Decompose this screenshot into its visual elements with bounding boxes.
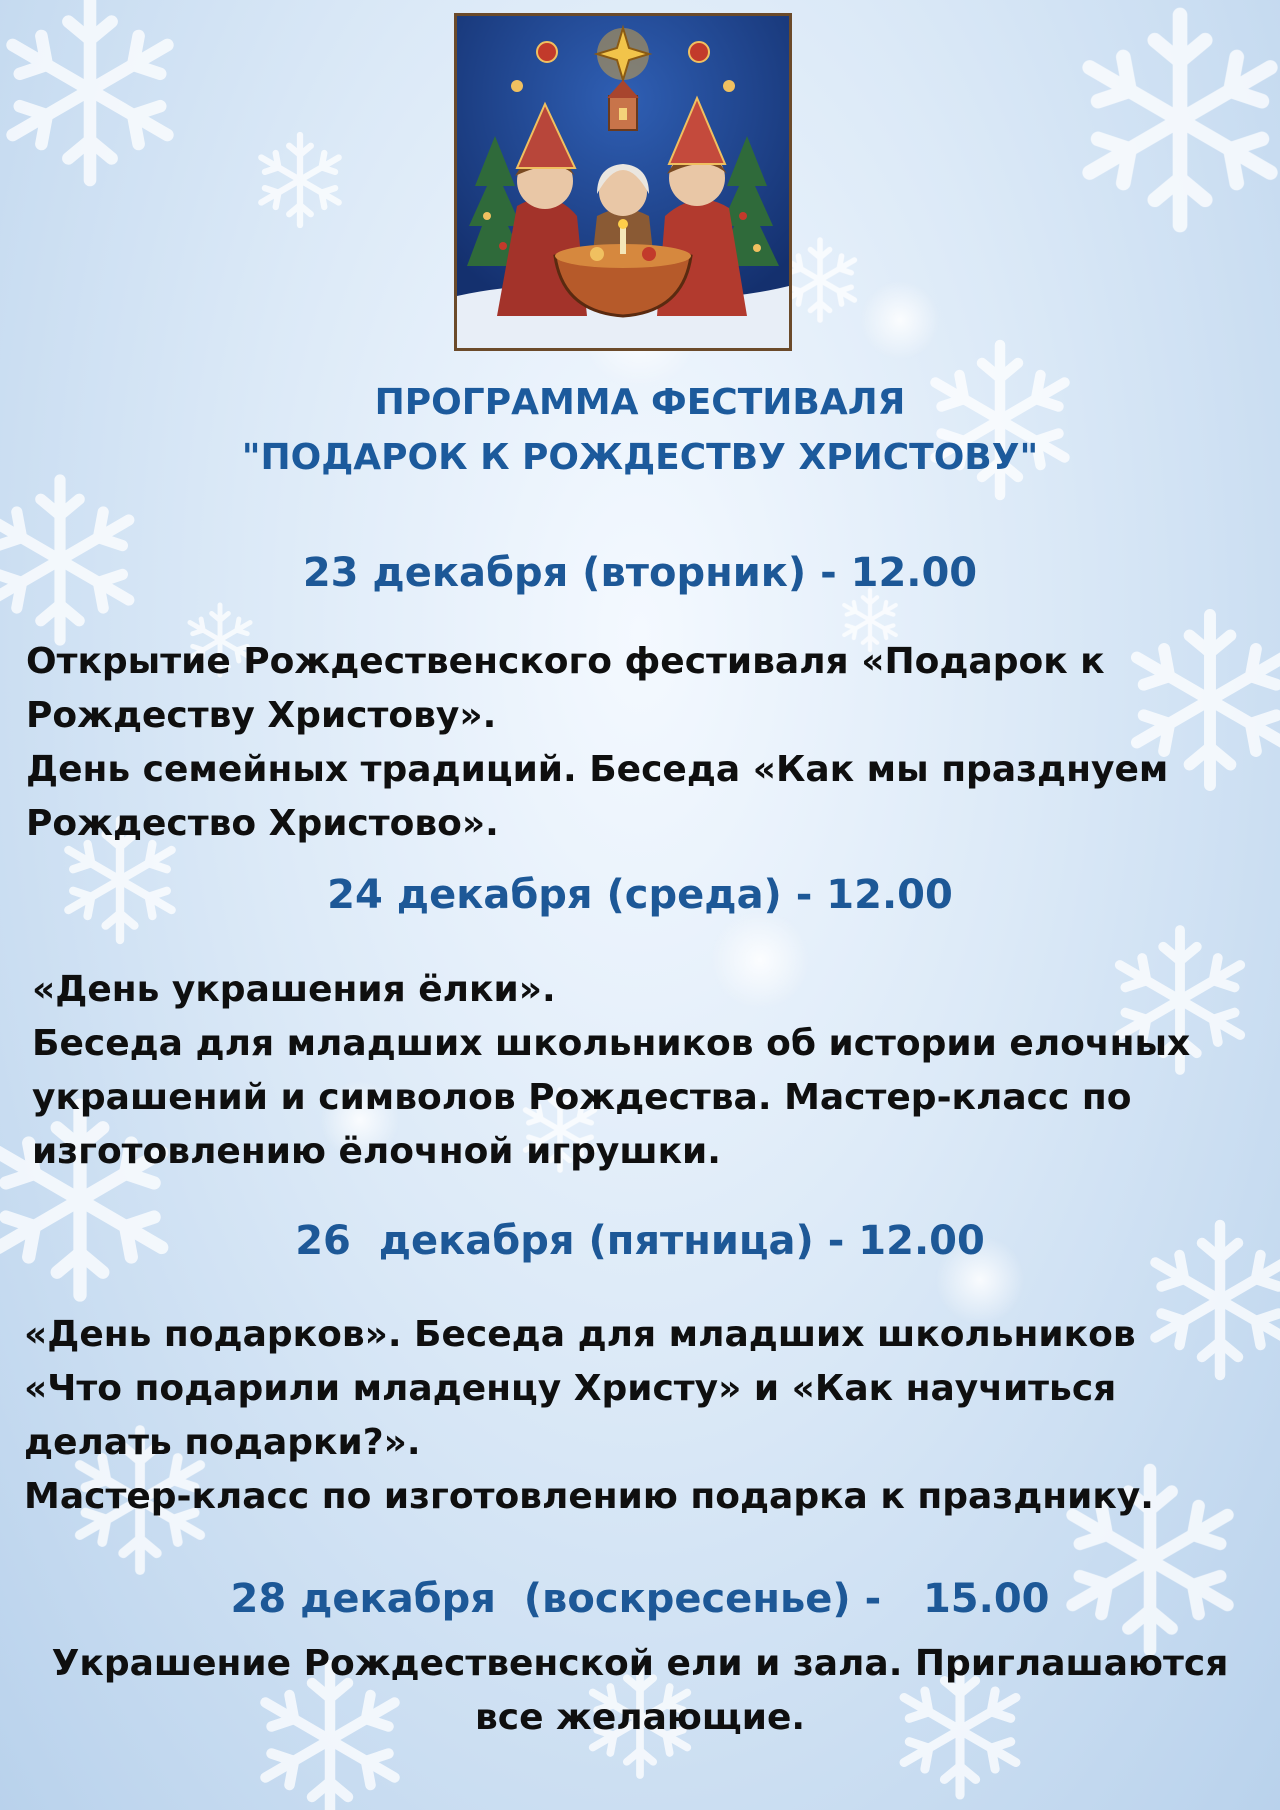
event-date-1: 23 декабря (вторник) - 12.00 xyxy=(302,550,978,596)
event-line: «День украшения ёлки». xyxy=(32,969,556,1010)
christmas-painting xyxy=(454,13,792,351)
event-date-2: 24 декабря (среда) - 12.00 xyxy=(327,872,953,918)
event-line: украшений и символов Рождества. Мастер-класс по xyxy=(32,1077,1132,1118)
event-line: Украшение Рождественской ели и зала. Приглашаются xyxy=(51,1643,1229,1684)
event-line: изготовлению ёлочной игрушки. xyxy=(32,1131,721,1172)
event-line: Открытие Рождественского фестиваля «Подарок к xyxy=(26,641,1105,682)
event-line: «Что подарили младенцу Христу» и «Как научиться xyxy=(24,1368,1117,1409)
event-date-3: 26 декабря (пятница) - 12.00 xyxy=(295,1218,985,1264)
event-line: День семейных традиций. Беседа «Как мы празднуем xyxy=(26,749,1169,790)
star-icon xyxy=(597,28,649,80)
event-line: все желающие. xyxy=(474,1697,806,1738)
event-description-2 xyxy=(32,963,1190,1179)
event-line: «День подарков». Беседа для младших школьников xyxy=(24,1314,1136,1355)
event-date-4: 28 декабря (воскресенье) - 15.00 xyxy=(230,1576,1050,1622)
event-line: Рождеству Христову». xyxy=(26,695,497,736)
event-description-1 xyxy=(26,635,1168,851)
event-line: Беседа для младших школьников об истории елочных xyxy=(32,1023,1191,1064)
painting-illustration xyxy=(457,16,789,348)
event-line: делать подарки?». xyxy=(24,1422,421,1463)
festival-title-line-1: ПРОГРАММА ФЕСТИВАЛЯ xyxy=(374,382,906,423)
event-description-4 xyxy=(0,1637,1280,1745)
festival-title-line-2: "ПОДАРОК К РОЖДЕСТВУ ХРИСТОВУ" xyxy=(241,437,1039,478)
event-line: Рождество Христово». xyxy=(26,803,499,844)
event-line: Мастер-класс по изготовлению подарка к празднику. xyxy=(24,1476,1154,1517)
event-description-3 xyxy=(24,1308,1154,1524)
